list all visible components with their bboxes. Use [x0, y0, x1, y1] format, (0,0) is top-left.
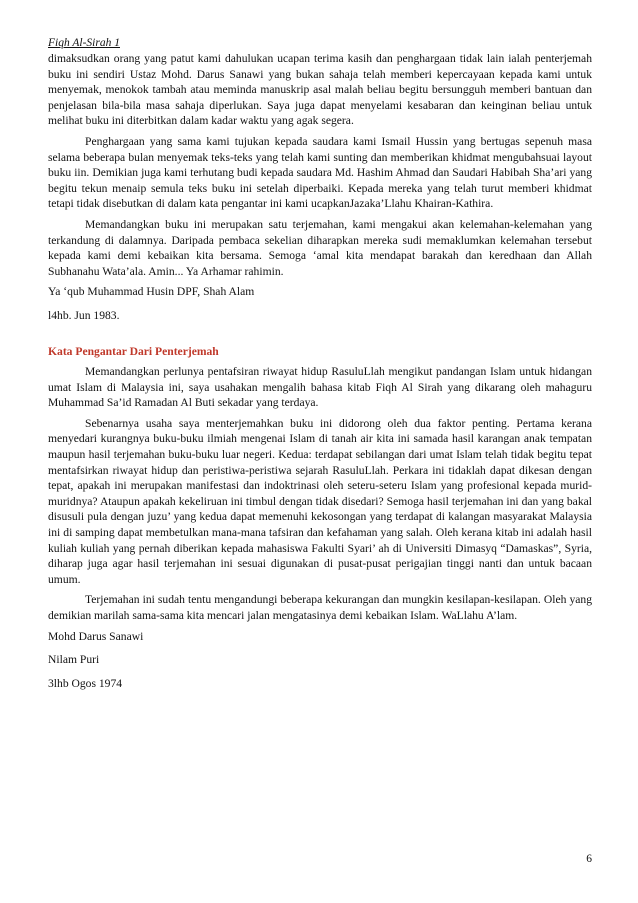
preface-signature-date: l4hb. Jun 1983. — [48, 308, 120, 322]
translator-paragraph-2: Sebenarnya usaha saya menterjemahkan buku ini didorong oleh dua faktor penting. Pertama kerana menyedari kurangnya buku-buku ilmiah mengenai Islam di tanah air kita ini samada hasil karangan anak tempatan maupun hasil terjemahan buku-buku luar negeri. Kedua: terdapat sebilangan dari umat Islam telah tidak begitu tepat mentafsirkan riwayat hidup dan peristiwa-peristiwa sejarah RasuluLlah. Perkara ini tidaklah dapat dikesan dengan tepat, apakah ini merupakan manifestasi dan indoktrinasi oleh seteru-seteru Islam yang profesional kepada murid-muridnya? Ataupun apakah kekeliruan ini timbul dengan tidak disedari? Semoga hasil terjemahan ini dan yang bakal disusuli pula dengan juzu’ yang kedua dapat memenuhi kekosongan yang terdapat di kalangan masyarakat Malaysia ini di samping dapat membetulkan mana-mana tafsiran dan kefahaman yang salah. Oleh kerana kitab ini adalah hasil kuliah kuliah yang pernah diberikan kepada mahasiswa Fakulti Syari’ ah di Universiti Dimasyq “Damaskas”, Syria, diharap juga agar hasil terjemahan ini sesuai digunakan di pusat-pusat perigajian tinggi nanti dan untuk bacaan umum. — [48, 416, 592, 586]
page-number: 6 — [586, 853, 592, 865]
translator-signature-place: Nilam Puri — [48, 653, 100, 667]
translator-signature-name: Mohd Darus Sanawi — [48, 629, 144, 643]
document-page — [48, 36, 592, 699]
translator-signature-date: 3lhb Ogos 1974 — [48, 676, 123, 690]
section-spacer — [48, 332, 592, 344]
section-title: Kata Pengantar Dari Penterjemah — [48, 344, 219, 358]
preface-paragraph-3: Memandangkan buku ini merupakan satu terjemahan, kami mengakui akan kelemahan-kelemahan yang terkandung di dalamnya. Daripada pembaca sekelian diharapkan mereka sudi memaklumkan kelemahan tersebut kepada kami demi kebaikan kita bersama. Semoga ‘amal kita mendapat barakah dan keredhaan dan Allah Subhanahu Wata’ala. Amin... Ya Arhamar rahimin. — [48, 217, 592, 278]
running-header: Fiqh Al-Sirah 1 — [48, 37, 120, 49]
preface-paragraph-2: Penghargaan yang sama kami tujukan kepada saudara kami Ismail Hussin yang bertugas sepenuh masa selama beberapa bulan menyemak teks-teks yang telah kami sunting dan memberikan khidmat mengubahsuai layout buku iin. Demikian juga kami terhutang budi kepada saudara Md. Hashim Ahmad dan Saudari Habibah Sha’ari yang begitu tekun menaip semula teks buku ini setelah diperbaiki. Kepada mereka yang telah turut memberi khidmat tetapi tidak disebutkan di dalam kata pengantar ini kami ucapkanJazaka’Llahu Khairan-Kathira. — [48, 134, 592, 211]
preface-paragraph-1: dimaksudkan orang yang patut kami dahulukan ucapan terima kasih dan penghargaan tidak lain ialah penterjemah buku ini sendiri Ustaz Mohd. Darus Sanawi yang bukan sahaja telah memberi kepercayaan kepada kami untuk menyemak, menokok tambah atau meminda manuskrip asal malah beliau begitu bersungguh memberi bantuan dan penjelasan bila-bila masa sahaja diperlukan. Saya juga dapat menyelami kesabaran dan keinginan beliau untuk melihat buku ini diterbitkan dalam kadar waktu yang agak segera. — [48, 52, 592, 128]
translator-paragraph-3: Terjemahan ini sudah tentu mengandungi beberapa kekurangan dan mungkin kesilapan-kesilapan. Oleh yang demikian marilah sama-sama kita mencari jalan mengatasinya demi kebaikan Islam. WaLlahu A’lam. — [48, 593, 592, 622]
translator-paragraph-1: Memandangkan perlunya pentafsiran riwayat hidup RasuluLlah mengikut pandangan Islam untuk hidangan umat Islam di Malaysia ini, saya usahakan mengalih bahasa kitab Fiqh Al Sirah yang dikarang oleh mahaguru Muhammad Sa’id Ramadan Al Buti sekadar yang terdaya. — [48, 365, 592, 410]
preface-signature-name: Ya ‘qub Muhammad Husin DPF, Shah Alam — [48, 285, 255, 299]
